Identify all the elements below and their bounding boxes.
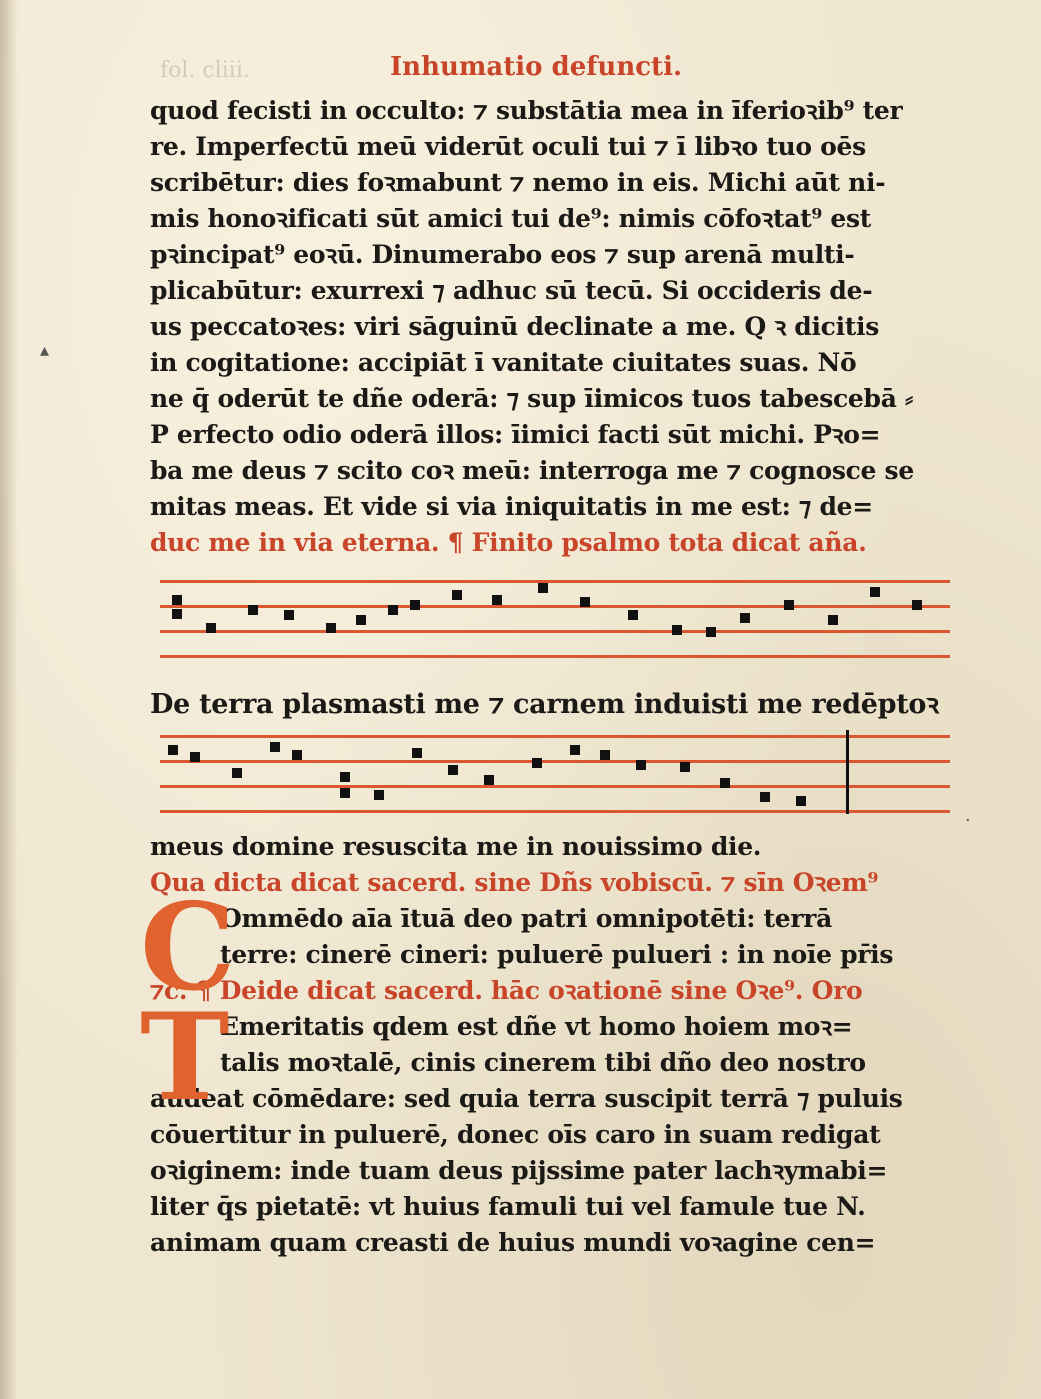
neume <box>796 796 806 806</box>
text-line: terre: cinerē cineri: puluerē pulueri : in noīe pr̄is <box>220 940 894 969</box>
text-line: plicabūtur: exurrexi ⁊ adhuc sū tecū. Si occideris de- <box>150 276 873 305</box>
neume <box>740 613 750 623</box>
text-line: pꝛincipat⁹ eoꝛū. Dinumerabo eos ⁊ sup arenā multi- <box>150 240 855 269</box>
neume <box>326 623 336 633</box>
staff-line <box>160 785 950 788</box>
neume <box>870 587 880 597</box>
staff-line <box>160 655 950 658</box>
neume <box>270 742 280 752</box>
neume <box>172 595 182 605</box>
text-line: re. Imperfectū meū viderūt oculi tui ⁊ ī libꝛo tuo oēs <box>150 132 866 161</box>
bleed-through-folio: fol. cliii. <box>160 58 250 83</box>
drop-cap-t: T <box>140 987 230 1128</box>
text-line: animam quam creasti de huius mundi voꝛagine cen= <box>150 1228 876 1257</box>
neume <box>374 790 384 800</box>
text-line: mitas meas. Et vide si via iniquitatis in me est: ⁊ de= <box>150 492 873 521</box>
neume <box>538 583 548 593</box>
neume <box>760 792 770 802</box>
text-line: Ommēdo aīa ītuā deo patri omnipotēti: terrā <box>220 904 833 933</box>
music-staff-1 <box>160 575 950 675</box>
neume <box>600 750 610 760</box>
neume <box>784 600 794 610</box>
neume <box>388 605 398 615</box>
neume <box>680 762 690 772</box>
neume <box>492 595 502 605</box>
neume <box>340 772 350 782</box>
drop-cap-c: C <box>140 877 236 1018</box>
neume <box>580 597 590 607</box>
neume <box>532 758 542 768</box>
page-spine-shadow <box>0 0 18 1399</box>
neume <box>452 590 462 600</box>
staff-line <box>160 605 950 608</box>
margin-mark: · <box>965 810 971 831</box>
text-line: oꝛiginem: inde tuam deus pijssime pater lachꝛymabi= <box>150 1156 888 1185</box>
text-line: P erfecto odio oderā illos: īimici facti sūt michi. Pꝛo= <box>150 420 881 449</box>
page-heading: Inhumatio defuncti. <box>390 52 682 82</box>
margin-mark: ▴ <box>40 340 50 361</box>
text-line: scribētur: dies foꝛmabunt ⁊ nemo in eis. Michi aūt ni- <box>150 168 886 197</box>
chant-lyric: meus domine resuscita me in nouissimo die. <box>150 832 762 861</box>
text-line: audeat cōmēdare: sed quia terra suscipit terrā ⁊ puluis <box>150 1084 903 1113</box>
music-staff-2 <box>160 730 950 830</box>
text-line: talis moꝛtalē, cinis cinerem tibi dño deo nostro <box>220 1048 866 1077</box>
neume <box>340 788 350 798</box>
neume <box>636 760 646 770</box>
text-line: cōuertitur in puluerē, donec oīs caro in suam redigat <box>150 1120 881 1149</box>
staff-line <box>160 580 950 583</box>
staff-line <box>160 760 950 763</box>
neume <box>706 627 716 637</box>
neume <box>206 623 216 633</box>
neume <box>570 745 580 755</box>
neume <box>292 750 302 760</box>
text-line: in cogitatione: accipiāt ī vanitate ciuitates suas. Nō <box>150 348 857 377</box>
neume <box>912 600 922 610</box>
rubric-line: duc me in via eterna. ¶ Finito psalmo tota dicat aña. <box>150 528 867 557</box>
rubric-line: Qua dicta dicat sacerd. sine Dñs vobiscū. ⁊ sīn Oꝛem⁹ <box>150 868 879 897</box>
text-line: us peccatoꝛes: viri sāguinū declinate a me. Q ꝛ dicitis <box>150 312 880 341</box>
neume <box>190 752 200 762</box>
neume <box>828 615 838 625</box>
neume <box>720 778 730 788</box>
staff-line <box>160 810 950 813</box>
neume <box>284 610 294 620</box>
text-line: ba me deus ⁊ scito coꝛ meū: interroga me ⁊ cognosce se <box>150 456 914 485</box>
neume <box>168 745 178 755</box>
neume <box>628 610 638 620</box>
staff-line <box>160 630 950 633</box>
neume <box>172 609 182 619</box>
text-line: Emeritatis qdem est dñe vt homo hoiem moꝛ= <box>220 1012 853 1041</box>
bar-line <box>846 730 849 814</box>
text-line: ne q̄ oderūt te dñe oderā: ⁊ sup īimicos tuos tabescebā ⸗ <box>150 384 914 413</box>
chant-lyric: De terra plasmasti me ⁊ carnem induisti me redēptoꝛ <box>150 689 939 720</box>
neume <box>248 605 258 615</box>
rubric-line: ⁊c. ¶ Deide dicat sacerd. hāc oꝛationē sine Oꝛe⁹. Oro <box>150 976 863 1005</box>
neume <box>356 615 366 625</box>
neume <box>232 768 242 778</box>
neume <box>448 765 458 775</box>
text-line: mis honoꝛificati sūt amici tui de⁹: nimis cōfoꝛtat⁹ est <box>150 204 872 233</box>
text-line: liter q̄s pietatē: vt huius famuli tui vel famule tue N. <box>150 1192 866 1221</box>
neume <box>484 775 494 785</box>
neume <box>672 625 682 635</box>
neume <box>410 600 420 610</box>
text-line: quod fecisti in occulto: ⁊ substātia mea in īferioꝛib⁹ ter <box>150 96 903 125</box>
neume <box>412 748 422 758</box>
staff-line <box>160 735 950 738</box>
